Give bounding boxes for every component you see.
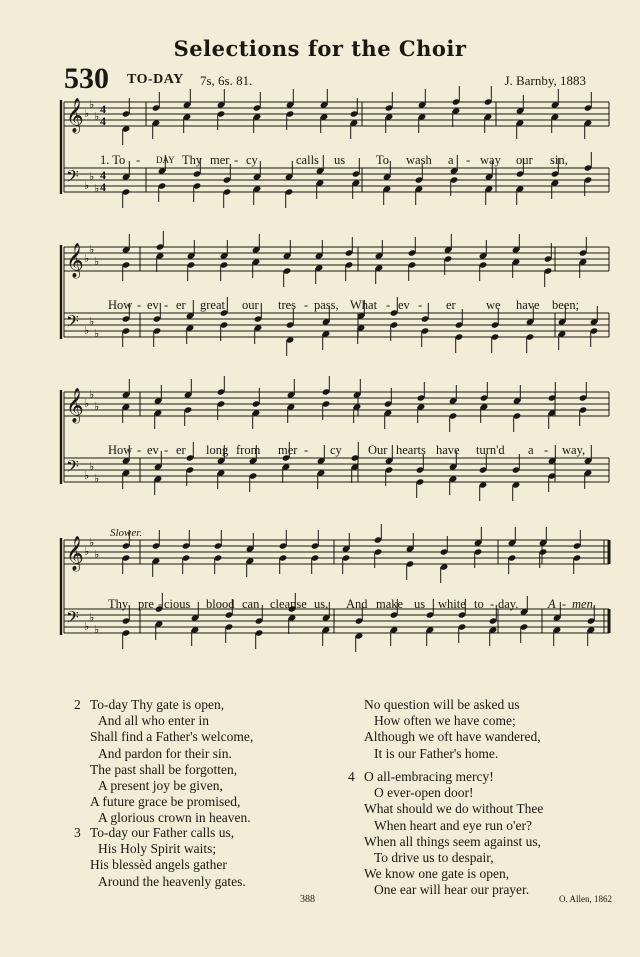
lyric-syllable: er	[176, 443, 186, 457]
lyric-syllable: A	[548, 597, 556, 611]
verse-line: And all who enter in	[98, 713, 209, 729]
verse-line: O all-embracing mercy!	[364, 769, 494, 784]
lyric-syllable: white	[438, 597, 466, 611]
lyric-syllable: -	[304, 298, 309, 312]
lyric-syllable: blood	[206, 597, 235, 611]
lyric-syllable: -	[418, 298, 423, 312]
lyric-syllable: day.	[498, 597, 519, 611]
lyric-syllable: ev	[398, 298, 410, 312]
bass-clef-icon: 𝄢	[66, 166, 79, 190]
lyric-syllable: a	[528, 443, 534, 457]
page-number: 388	[300, 894, 315, 905]
flat-icon: ♭	[94, 548, 100, 561]
flat-icon: ♭	[94, 623, 100, 636]
verse-line: The past shall be forgotten,	[90, 761, 238, 777]
flat-icon: ♭	[89, 611, 95, 624]
time-signature: 4	[100, 180, 106, 194]
lyric-syllable: -	[490, 597, 495, 611]
bass-clef-icon: 𝄢	[66, 456, 79, 480]
verse-line: When heart and eye run o'er?	[374, 817, 532, 833]
lyric-syllable: ev	[147, 443, 159, 457]
lyric-syllable: us,	[314, 597, 329, 611]
verse-line: Although we oft have wandered,	[364, 729, 541, 745]
lyric-syllable: -	[304, 443, 309, 457]
flat-icon: ♭	[84, 397, 90, 410]
lyric-syllable: have	[436, 443, 460, 457]
verse-line: How often we have come;	[374, 713, 516, 729]
lyric-syllable: -	[466, 153, 471, 167]
lyric-syllable: DAY	[156, 155, 175, 165]
meter: 7s, 6s. 81.	[200, 73, 253, 88]
lyric-syllable: To	[376, 153, 390, 167]
lyric-syllable: us	[334, 153, 346, 167]
lyric-syllable: long	[206, 443, 229, 457]
time-signature: 4	[100, 102, 106, 116]
flat-icon: ♭	[84, 620, 90, 633]
lyric-syllable: And	[346, 597, 368, 611]
flat-icon: ♭	[89, 460, 95, 473]
flat-icon: ♭	[94, 110, 100, 123]
lyric-syllable: How	[108, 443, 133, 457]
lyric-syllable: to	[474, 597, 484, 611]
verse-line: Around the heavenly gates.	[98, 873, 246, 889]
lyric-syllable: cy	[246, 153, 258, 167]
verse-line: A future grace be promised,	[90, 794, 241, 810]
flat-icon: ♭	[84, 107, 90, 120]
lyric-syllable: from	[236, 443, 261, 457]
lyric-syllable: our	[516, 153, 533, 167]
composer: J. Barnby, 1883	[504, 73, 586, 88]
flat-icon: ♭	[89, 243, 95, 256]
lyric-syllable: -	[562, 597, 567, 611]
lyric-syllable: pass,	[314, 298, 339, 312]
flat-icon: ♭	[94, 182, 100, 195]
lyric-syllable: great	[200, 298, 225, 312]
lyric-syllable: wash	[406, 153, 432, 167]
treble-clef-icon: 𝄞	[66, 536, 84, 571]
verse-3	[74, 825, 246, 890]
bass-clef-icon: 𝄢	[66, 607, 79, 631]
verse-line: We know one gate is open,	[364, 866, 510, 882]
lyric-syllable: hearts	[396, 443, 426, 457]
verse-line: To-day Thy gate is open,	[90, 697, 225, 712]
lyric-syllable: have	[516, 298, 540, 312]
lyric-syllable: er	[176, 298, 186, 312]
lyric-syllable: we	[486, 298, 501, 312]
lyric-syllable: cious	[164, 597, 191, 611]
verse-line: To-day our Father calls us,	[90, 825, 235, 840]
verse-author: O. Allen, 1862	[559, 894, 612, 904]
verse-number: 3	[74, 825, 81, 840]
flat-icon: ♭	[84, 179, 90, 192]
verse-line: What should we do without Thee	[364, 801, 544, 817]
verse-line: His blessèd angels gather	[90, 857, 227, 873]
verse-line: It is our Father's home.	[374, 745, 499, 761]
lyric-syllable: -	[136, 153, 141, 167]
verse-4	[348, 769, 543, 899]
lyric-syllable: pre	[138, 597, 154, 611]
bass-clef-icon: 𝄢	[66, 311, 79, 335]
verse-2	[74, 697, 253, 827]
verse-line: A glorious crown in heaven.	[98, 810, 251, 826]
lyric-syllable: Thy	[108, 597, 129, 611]
treble-clef-icon: 𝄞	[66, 243, 84, 278]
lyric-syllable: What	[350, 298, 378, 312]
flat-icon: ♭	[89, 536, 95, 549]
lyric-syllable: turn'd	[476, 443, 505, 457]
time-signature: 4	[100, 168, 106, 182]
verse-line: And pardon for their sin.	[98, 745, 232, 761]
hymn-number: 530	[64, 62, 109, 95]
treble-clef-icon: 𝄞	[66, 98, 84, 133]
flat-icon: ♭	[94, 472, 100, 485]
flat-icon: ♭	[84, 324, 90, 337]
flat-icon: ♭	[89, 170, 95, 183]
verse-line: To drive us to despair,	[374, 850, 494, 866]
flat-icon: ♭	[84, 545, 90, 558]
lyric-syllable: How	[108, 298, 133, 312]
lyric-syllable: can	[242, 597, 260, 611]
verse-line: His Holy Spirit waits;	[98, 841, 217, 857]
lyric-syllable: -	[158, 597, 163, 611]
lyric-syllable: tres	[278, 298, 297, 312]
flat-icon: ♭	[84, 469, 90, 482]
lyric-syllable: us	[414, 597, 426, 611]
time-signature: 4	[100, 114, 106, 128]
lyric-syllable: sin,	[550, 153, 568, 167]
verse-line: One ear will hear our prayer.	[374, 882, 530, 898]
lyric-syllable: a	[448, 153, 454, 167]
verse-number: 4	[348, 769, 355, 784]
lyric-syllable: ev	[147, 298, 159, 312]
verse-line: When all things seem against us,	[364, 833, 541, 849]
lyric-syllable: our	[242, 298, 259, 312]
tempo-marking: Slower.	[110, 527, 143, 539]
lyric-syllable: way,	[562, 443, 586, 457]
lyric-syllable: -	[164, 443, 169, 457]
tune-name: TO-DAY	[127, 72, 184, 87]
lyric-syllable: men.	[572, 597, 596, 611]
verse-number: 2	[74, 697, 81, 712]
lyric-syllable: 1. To	[100, 153, 126, 167]
verse-line: No question will be asked us	[364, 697, 520, 712]
lyric-syllable: cleanse	[270, 597, 307, 611]
flat-icon: ♭	[84, 252, 90, 265]
flat-icon: ♭	[89, 315, 95, 328]
lyric-syllable: way	[480, 153, 501, 167]
flat-icon: ♭	[94, 327, 100, 340]
lyric-syllable: calls	[296, 153, 319, 167]
flat-icon: ♭	[89, 388, 95, 401]
lyric-syllable: Thy	[182, 153, 203, 167]
verse-line: O ever-open door!	[374, 785, 474, 801]
lyric-syllable: -	[137, 443, 142, 457]
lyric-syllable: mer	[210, 153, 230, 167]
lyric-syllable: -	[164, 298, 169, 312]
lyric-syllable: been;	[552, 298, 580, 312]
flat-icon: ♭	[94, 400, 100, 413]
lyric-syllable: make	[376, 597, 404, 611]
page-title: Selections for the Choir	[173, 36, 467, 61]
lyric-syllable: er	[446, 298, 456, 312]
verse-line: A present joy be given,	[98, 778, 223, 794]
flat-icon: ♭	[94, 255, 100, 268]
flat-icon: ♭	[89, 98, 95, 111]
lyric-syllable: -	[544, 443, 549, 457]
lyric-syllable: cy	[330, 443, 342, 457]
treble-clef-icon: 𝄞	[66, 388, 84, 423]
lyric-syllable: -	[386, 298, 391, 312]
lyric-syllable: mer	[278, 443, 298, 457]
verse-line: Shall find a Father's welcome,	[90, 729, 254, 745]
verse-3-continued	[348, 697, 541, 762]
lyric-syllable: -	[234, 153, 239, 167]
lyric-syllable: Our	[368, 443, 388, 457]
lyric-syllable: -	[137, 298, 142, 312]
